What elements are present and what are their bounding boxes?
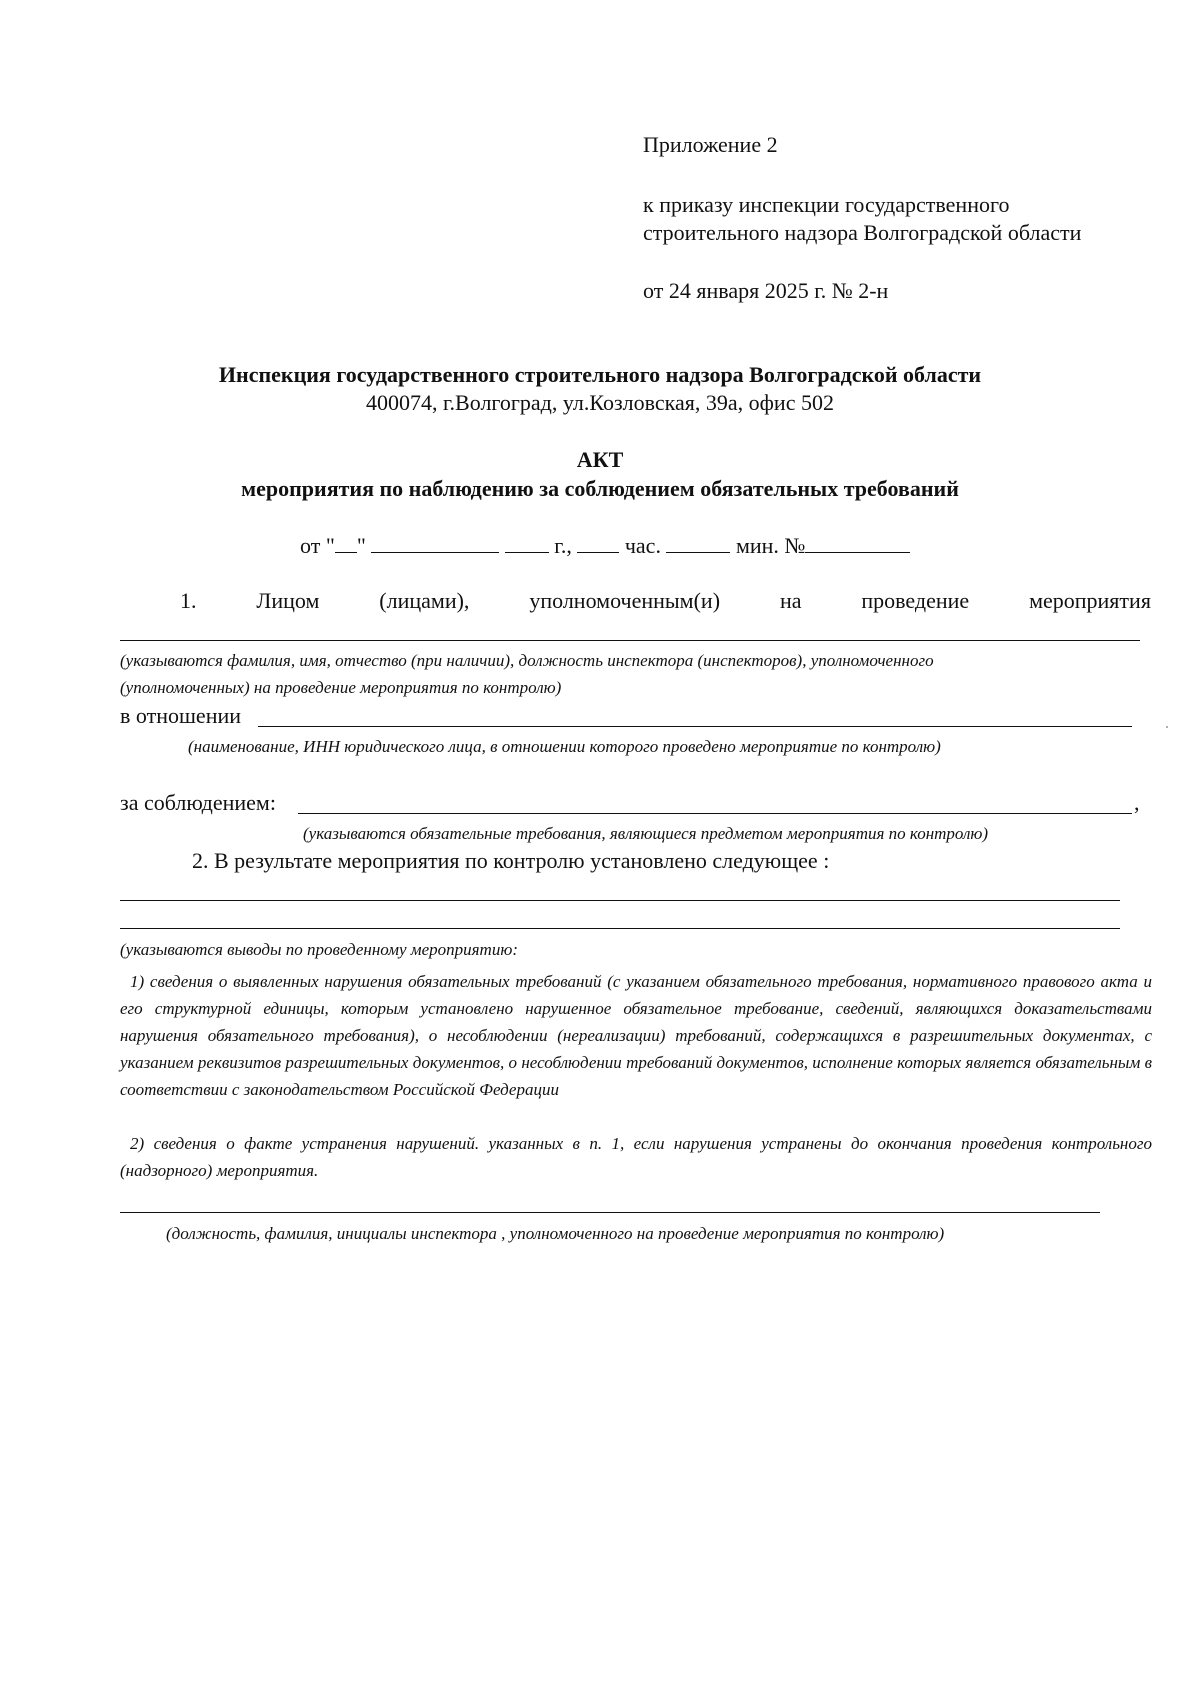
section1-word: уполномоченным(и) xyxy=(529,588,721,613)
hour-blank[interactable] xyxy=(577,551,619,553)
annex-order-line1: к приказу инспекции государственного xyxy=(643,192,1010,217)
annex-order-line2: строительного надзора Волгоградской области xyxy=(643,220,1082,245)
act-title: АКТ xyxy=(576,447,624,472)
findings-blank-line-1[interactable] xyxy=(120,900,1120,901)
act-subtitle: мероприятия по наблюдению за соблюдением обязательных требований xyxy=(241,476,959,501)
section1-word: 1. xyxy=(180,588,197,613)
hint-findings-item2 xyxy=(120,1130,1152,1184)
org-name: Инспекция государственного строительного надзора Волгоградской области xyxy=(218,362,982,387)
signature-blank-line[interactable] xyxy=(120,1212,1100,1213)
number-label: № xyxy=(784,533,806,558)
section1-word: Лицом xyxy=(256,588,320,613)
section1-word: проведение xyxy=(861,588,970,613)
act-date-line xyxy=(300,533,910,559)
findings-blank-line-2[interactable] xyxy=(120,928,1120,929)
hint-signature: (должность, фамилия, инициалы инспектора , уполномоченного на проведение мероприятия по контролю) xyxy=(166,1224,945,1243)
hint-findings-item2-text: 2) сведения о факте устранения нарушений. указанных в п. 1, если нарушения устранены до окончания проведения контрольного (надзорного) мероприятия. xyxy=(120,1134,1152,1180)
hint-requirements: (указываются обязательные требования, являющиеся предметом мероприятия по контролю) xyxy=(303,824,989,843)
compliance-blank-line[interactable] xyxy=(298,813,1132,814)
compliance-comma: , xyxy=(1134,790,1140,815)
regarding-label: в отношении xyxy=(120,703,242,728)
year-blank[interactable] xyxy=(505,551,549,553)
date-prefix: от " xyxy=(300,533,335,558)
minute-blank[interactable] xyxy=(666,551,730,553)
regarding-blank-line[interactable] xyxy=(258,726,1132,727)
org-address: 400074, г.Волгоград, ул.Козловская, 39а, офис 502 xyxy=(366,390,834,415)
scan-speck xyxy=(1166,726,1168,728)
hour-label: час. xyxy=(624,533,661,558)
annex-title: Приложение 2 xyxy=(643,132,778,157)
hint-inspector-cont: (уполномоченных) на проведение мероприятия по контролю) xyxy=(120,678,562,697)
section1-word: на xyxy=(779,588,802,613)
hint-findings-item1-text: 1) сведения о выявленных нарушения обязательных требований (с указанием обязательного требования, нормативного правового акта и его структурной единицы, которым установлено нарушенное обязательное требование, сведений, являющихся доказательствами нарушения обязательного требования), о несоблюдении (нереализации) требований, содержащихся в разрешительных документах, с указанием реквизитов разрешительных документов, о несоблюдении требований документов, исполнение которых является обязательным в соответствии с законодательством Российской Федерации xyxy=(120,972,1152,1099)
hint-findings-intro: (указываются выводы по проведенному мероприятию: xyxy=(120,940,518,959)
day-blank[interactable] xyxy=(335,551,357,553)
year-suffix: г., xyxy=(554,533,572,558)
annex-date: от 24 января 2025 г. № 2-н xyxy=(643,278,889,303)
hint-findings-item1 xyxy=(120,968,1152,1103)
section1-word: мероприятия xyxy=(1029,588,1151,613)
month-blank[interactable] xyxy=(371,551,499,553)
compliance-label: за соблюдением: xyxy=(120,790,276,815)
section1-word: (лицами), xyxy=(379,588,470,613)
section2-heading: 2. В результате мероприятия по контролю установлено следующее : xyxy=(192,848,830,873)
hint-legal-entity: (наименование, ИНН юридического лица, в отношении которого проведено мероприятие по контролю) xyxy=(188,737,941,756)
inspector-blank-line[interactable] xyxy=(120,640,1140,641)
number-blank[interactable] xyxy=(805,551,910,553)
date-quote: " xyxy=(356,533,366,558)
section1-line xyxy=(180,588,1151,614)
hint-inspector: (указываются фамилия, имя, отчество (при наличии), должность инспектора (инспекторов), уполномоченного xyxy=(120,651,934,670)
minute-label: мин. xyxy=(735,533,779,558)
